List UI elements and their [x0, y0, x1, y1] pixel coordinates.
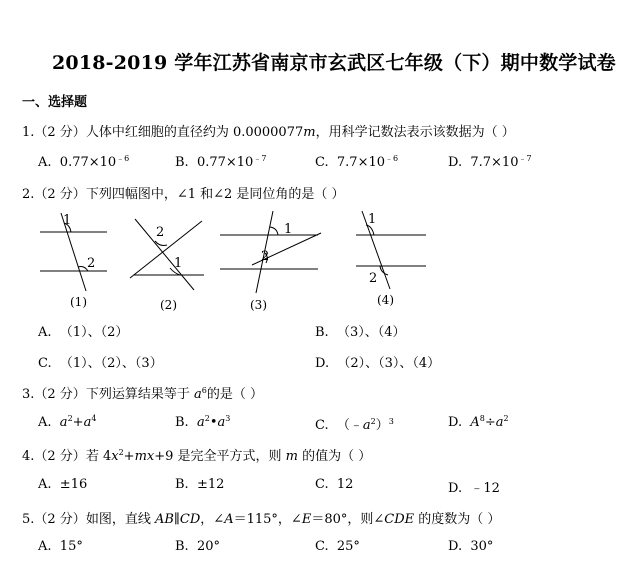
stem-text: 人体中红细胞的直径约为 0.0000077	[85, 125, 304, 140]
question-5-stem: 5.（2 分）如图，直线 AB∥CD，∠A＝115°，∠E＝80°，则∠CDE 的度数为（ ）	[22, 512, 501, 527]
fig3-angle-1: 1	[284, 222, 293, 237]
figure-label-3: (3)	[250, 298, 267, 312]
fig1-angle-2: 2	[87, 256, 96, 271]
figure-label-4: (4)	[377, 293, 394, 307]
question-3-stem: 3.（2 分）下列运算结果等于 $a^6$的是（ ）	[22, 386, 263, 402]
figure-1	[40, 213, 107, 291]
q2-option-d: D. （2）、（3）、（4）	[315, 356, 441, 371]
q5-option-b: B. 20°	[175, 539, 220, 554]
q3-option-c: C. $(﹣a^2)^3$	[315, 417, 394, 433]
fig4-angle-1: 1	[368, 212, 377, 227]
q3-option-a: A. $a^2+a^4$	[38, 414, 97, 430]
fig1-angle-1: 1	[63, 213, 72, 228]
question-1-stem	[22, 121, 515, 140]
q1-option-b: B. $0.77\times 10^{﹣7}$	[175, 154, 267, 170]
fig2-angle-1: 1	[174, 256, 183, 271]
fig4-angle-2: 2	[369, 271, 378, 286]
figure-label-2: (2)	[160, 298, 177, 312]
q2-option-c: C. （1）、（2）、（3）	[38, 356, 163, 371]
q4-option-c: C. 12	[315, 477, 354, 492]
section-heading: 一、选择题	[22, 95, 88, 110]
q4-option-b: B. ±12	[175, 477, 225, 492]
stem-variable: m	[303, 125, 316, 140]
q4-option-a: A. ±16	[38, 477, 88, 492]
q3-option-b: B. $a^2•a^3$	[175, 414, 231, 430]
question-number: 1.	[22, 125, 35, 140]
q5-option-d: D. 30°	[448, 539, 494, 554]
exam-title: 2018-2019 学年江苏省南京市玄武区七年级（下）期中数学试卷	[52, 52, 616, 74]
q5-option-a: A. 15°	[38, 539, 83, 554]
q5-option-c: C. 25°	[315, 539, 360, 554]
fig3-angle-2: 2	[261, 249, 270, 264]
q2-option-b: B. （3）、（4）	[315, 325, 406, 340]
q3-option-d: D. $A^8\div a^2$	[448, 414, 509, 430]
fig2-angle-2: 2	[156, 225, 165, 240]
q4-option-d: D. ﹣12	[448, 481, 500, 496]
question-score: （2 分）	[34, 125, 86, 140]
question-2-stem: 2.（2 分）下列四幅图中，∠1 和∠2 是同位角的是（ ）	[22, 187, 345, 202]
angle-figures	[30, 205, 450, 315]
figure-label-1: (1)	[70, 295, 87, 309]
figure-2	[130, 219, 204, 290]
q1-option-c: C. $7.7\times 10^{﹣6}$	[315, 154, 399, 170]
figure-3	[220, 211, 321, 293]
stem-text: ，用科学记数法表示该数据为（ ）	[315, 125, 515, 140]
figure-4	[356, 211, 426, 289]
question-4-stem: 4.（2 分）若 $4x^2+mx+9$ 是完全平方式，则 m 的值为（ ）	[22, 448, 372, 464]
q1-option-d: D. $7.7\times 10^{﹣7}$	[448, 154, 532, 170]
q2-option-a: A. （1）、（2）	[38, 325, 129, 340]
q1-option-a: A. $0.77\times 10^{﹣6}$	[38, 154, 130, 170]
